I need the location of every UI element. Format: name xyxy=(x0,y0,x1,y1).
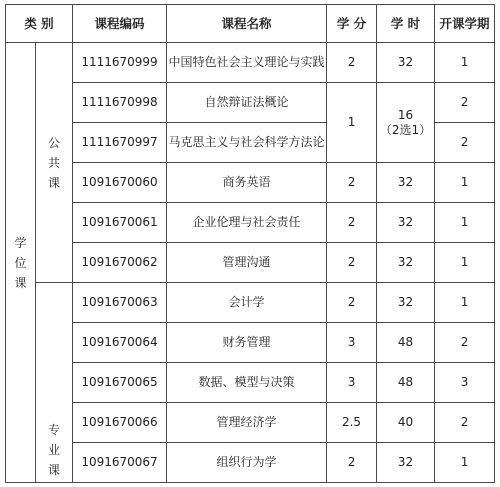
course-hours: 40 xyxy=(377,403,435,443)
course-credit: 3 xyxy=(327,363,377,403)
course-name: 中国特色社会主义理论与实践 xyxy=(167,43,327,83)
course-hours: 48 xyxy=(377,323,435,363)
table-row xyxy=(6,243,495,283)
course-credit: 2 xyxy=(327,443,377,483)
course-hours: 32 xyxy=(377,163,435,203)
course-name: 自然辩证法概论 xyxy=(167,83,327,123)
course-table xyxy=(5,4,495,483)
header-semester: 开课学期 xyxy=(435,5,495,43)
table-header-row xyxy=(6,5,495,43)
course-semester: 1 xyxy=(435,163,495,203)
course-semester: 3 xyxy=(435,363,495,403)
course-hours: 32 xyxy=(377,243,435,283)
shared-credit: 1 xyxy=(327,83,377,163)
course-name: 数据、模型与决策 xyxy=(167,363,327,403)
course-semester: 1 xyxy=(435,203,495,243)
course-code: 1111670997 xyxy=(73,123,167,163)
group-degree-course: 学 位 课 xyxy=(6,43,36,483)
header-credit: 学 分 xyxy=(327,5,377,43)
course-semester: 2 xyxy=(435,83,495,123)
table-row xyxy=(6,363,495,403)
course-credit: 2 xyxy=(327,203,377,243)
course-semester: 2 xyxy=(435,403,495,443)
course-semester: 1 xyxy=(435,283,495,323)
table-row xyxy=(6,203,495,243)
course-code: 1091670061 xyxy=(73,203,167,243)
course-name: 财务管理 xyxy=(167,323,327,363)
table-row xyxy=(6,283,495,323)
course-code: 1091670066 xyxy=(73,403,167,443)
shared-hours xyxy=(377,83,435,163)
table-row xyxy=(6,163,495,203)
course-name: 企业伦理与社会责任 xyxy=(167,203,327,243)
course-semester: 2 xyxy=(435,123,495,163)
course-credit: 2 xyxy=(327,163,377,203)
header-hours: 学 时 xyxy=(377,5,435,43)
course-hours: 32 xyxy=(377,43,435,83)
course-code: 1091670063 xyxy=(73,283,167,323)
course-code: 1091670065 xyxy=(73,363,167,403)
course-credit: 2 xyxy=(327,243,377,283)
course-code: 1111670998 xyxy=(73,83,167,123)
group-public-course: 公 共 课 xyxy=(36,43,73,283)
course-code: 1091670064 xyxy=(73,323,167,363)
group-major-course: 专 业 课 xyxy=(36,283,73,483)
course-credit: 3 xyxy=(327,323,377,363)
table-row xyxy=(6,443,495,483)
course-credit: 2 xyxy=(327,283,377,323)
shared-hours-value: 16 xyxy=(397,107,414,122)
course-semester: 1 xyxy=(435,443,495,483)
course-name: 会计学 xyxy=(167,283,327,323)
course-semester: 1 xyxy=(435,243,495,283)
course-hours: 32 xyxy=(377,283,435,323)
header-name: 课程名称 xyxy=(167,5,327,43)
course-name: 组织行为学 xyxy=(167,443,327,483)
table-row xyxy=(6,403,495,443)
course-hours: 32 xyxy=(377,443,435,483)
header-code: 课程编码 xyxy=(73,5,167,43)
course-name: 管理经济学 xyxy=(167,403,327,443)
table-row xyxy=(6,83,495,123)
course-code: 1091670062 xyxy=(73,243,167,283)
course-code: 1091670067 xyxy=(73,443,167,483)
shared-hours-note: （2选1） xyxy=(379,122,432,137)
course-credit: 2.5 xyxy=(327,403,377,443)
course-code: 1091670060 xyxy=(73,163,167,203)
course-semester: 1 xyxy=(435,43,495,83)
header-category: 类 别 xyxy=(6,5,73,43)
table-row xyxy=(6,43,495,83)
course-semester: 2 xyxy=(435,323,495,363)
table-row xyxy=(6,323,495,363)
course-hours: 48 xyxy=(377,363,435,403)
course-code: 1111670999 xyxy=(73,43,167,83)
course-hours: 32 xyxy=(377,203,435,243)
course-name: 马克思主义与社会科学方法论 xyxy=(167,123,327,163)
course-name: 管理沟通 xyxy=(167,243,327,283)
course-credit: 2 xyxy=(327,43,377,83)
course-name: 商务英语 xyxy=(167,163,327,203)
